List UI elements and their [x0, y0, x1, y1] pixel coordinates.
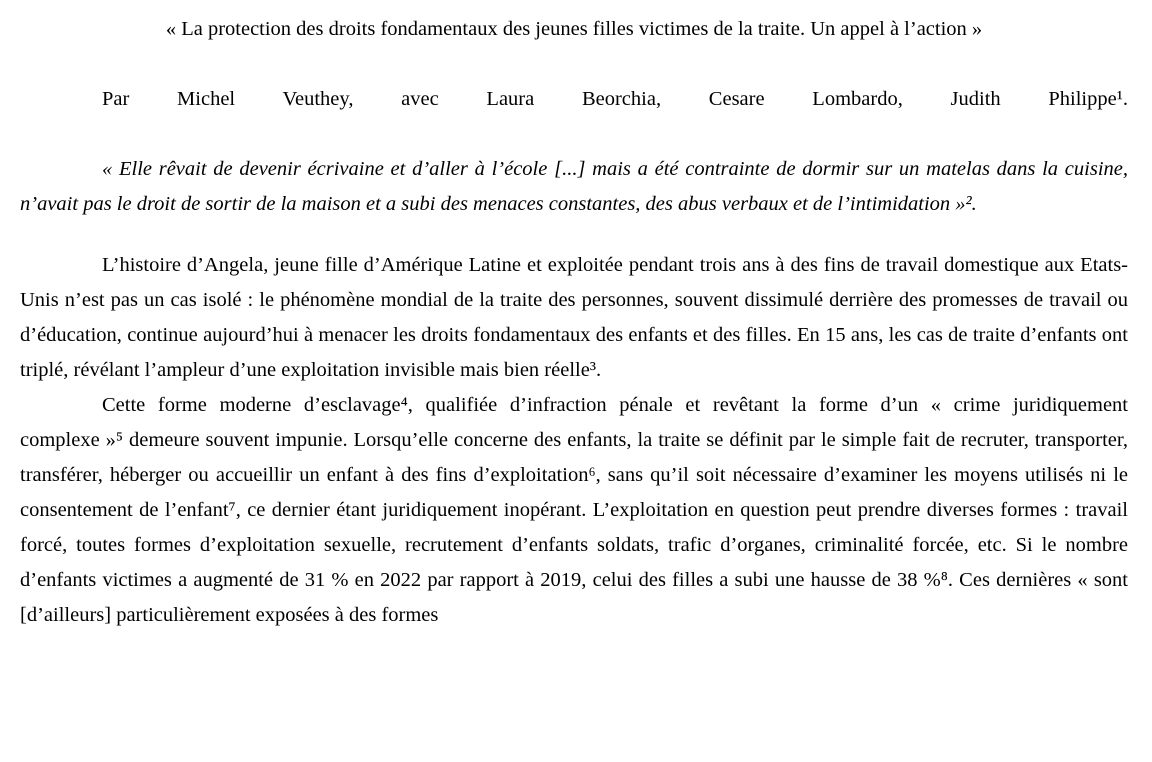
epigraph-quote: « Elle rêvait de devenir écrivaine et d’aller à l’école [...] mais a été contrainte de dormir sur un matelas dans la cuisine, n’avait pas le droit de sortir de la maison et a subi des menaces constantes, des abus verbaux et de l’intimidation »². — [20, 158, 1128, 215]
document-title: « La protection des droits fondamentaux des jeunes filles victimes de la traite. Un appel à l’action » — [165, 18, 983, 40]
paragraph-2: Cette forme moderne d’esclavage⁴, qualifiée d’infraction pénale et revêtant la forme d’un « crime juridiquement complexe »⁵ demeure souvent impunie. Lorsqu’elle concerne des enfants, la traite se définit par le simple fait de recruter, transporter, transférer, héberger ou accueillir un enfant à des fins d’exploitation⁶, sans qu’il soit nécessaire d’examiner les moyens utilisés ni le consentement de l’enfant⁷, ce dernier étant juridiquement inopérant. L’exploitation en question peut prendre diverses formes : travail forcé, toutes formes d’exploitation sexuelle, recrutement d’enfants soldats, trafic d’organes, criminalité forcée, etc. Si le nombre d’enfants victimes a augmenté de 31 % en 2022 par rapport à 2019, celui des filles a subi une hausse de 38 %⁸. Ces dernières « sont [d’ailleurs] particulièrement exposées à des formes — [20, 394, 1128, 626]
paragraph-1: L’histoire d’Angela, jeune fille d’Amérique Latine et exploitée pendant trois ans à des fins de travail domestique aux Etats-Unis n’est pas un cas isolé : le phénomène mondial de la traite des personnes, souvent dissimulé derrière des promesses de travail ou d’éducation, continue aujourd’hui à menacer les droits fondamentaux des enfants et des filles. En 15 ans, les cas de traite d’enfants ont triplé, révélant l’ampleur d’une exploitation invisible mais bien réelle³. — [20, 254, 1128, 381]
byline: Par Michel Veuthey, avec Laura Beorchia, Cesare Lombardo, Judith Philippe¹. — [102, 88, 1128, 110]
